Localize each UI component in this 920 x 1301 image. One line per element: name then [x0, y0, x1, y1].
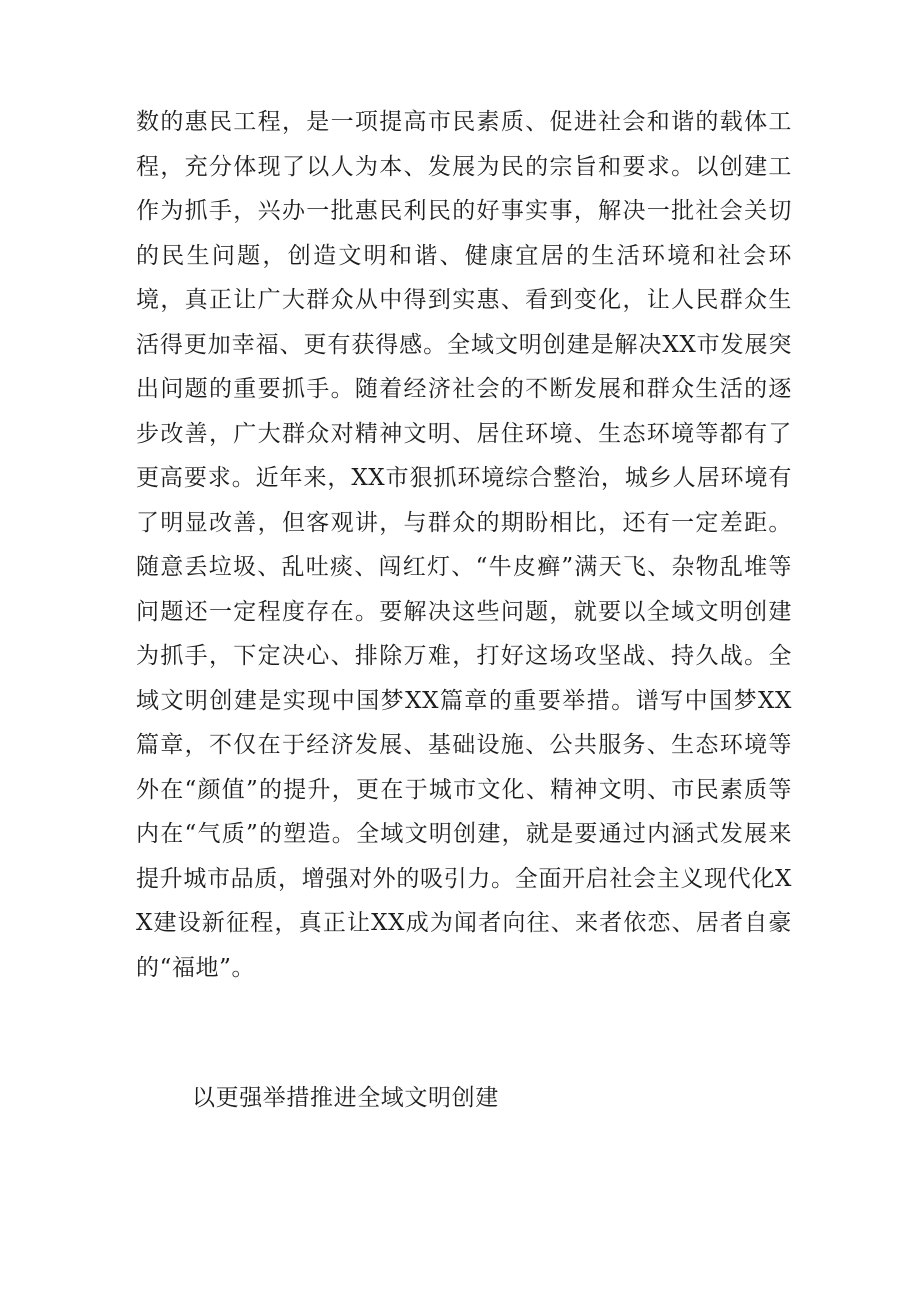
- body-paragraph: 数的惠民工程，是一项提高市民素质、促进社会和谐的载体工程，充分体现了以人为本、发展为民的宗旨和要求。以创建工作为抓手，兴办一批惠民利民的好事实事，解决一批社会关切的民生问题，创造文明和谐、健康宜居的生活环境和社会环境，真正让广大群众从中得到实惠、看到变化，让人民群众生活得更加幸福、更有获得感。全域文明创建是解决XX市发展突出问题的重要抓手。随着经济社会的不断发展和群众生活的逐步改善，广大群众对精神文明、居住环境、生态环境等都有了更高要求。近年来，XX市狠抓环境综合整治，城乡人居环境有了明显改善，但客观讲，与群众的期盼相比，还有一定差距。随意丢垃圾、乱吐痰、闯红灯、“牛皮癣”满天飞、杂物乱堆等问题还一定程度存在。要解决这些问题，就要以全域文明创建为抓手，下定决心、排除万难，打好这场攻坚战、持久战。全域文明创建是实现中国梦XX篇章的重要举措。谱写中国梦XX篇章，不仅在于经济发展、基础设施、公共服务、生态环境等外在“颜值”的提升，更在于城市文化、精神文明、市民素质等内在“气质”的塑造。全域文明创建，就是要通过内涵式发展来提升城市品质，增强对外的吸引力。全面开启社会主义现代化XX建设新征程，真正让XX成为闻者向往、来者依恋、居者自豪的“福地”。: [136, 109, 792, 981]
- section-heading: 以更强举措推进全域文明创建: [192, 1085, 499, 1111]
